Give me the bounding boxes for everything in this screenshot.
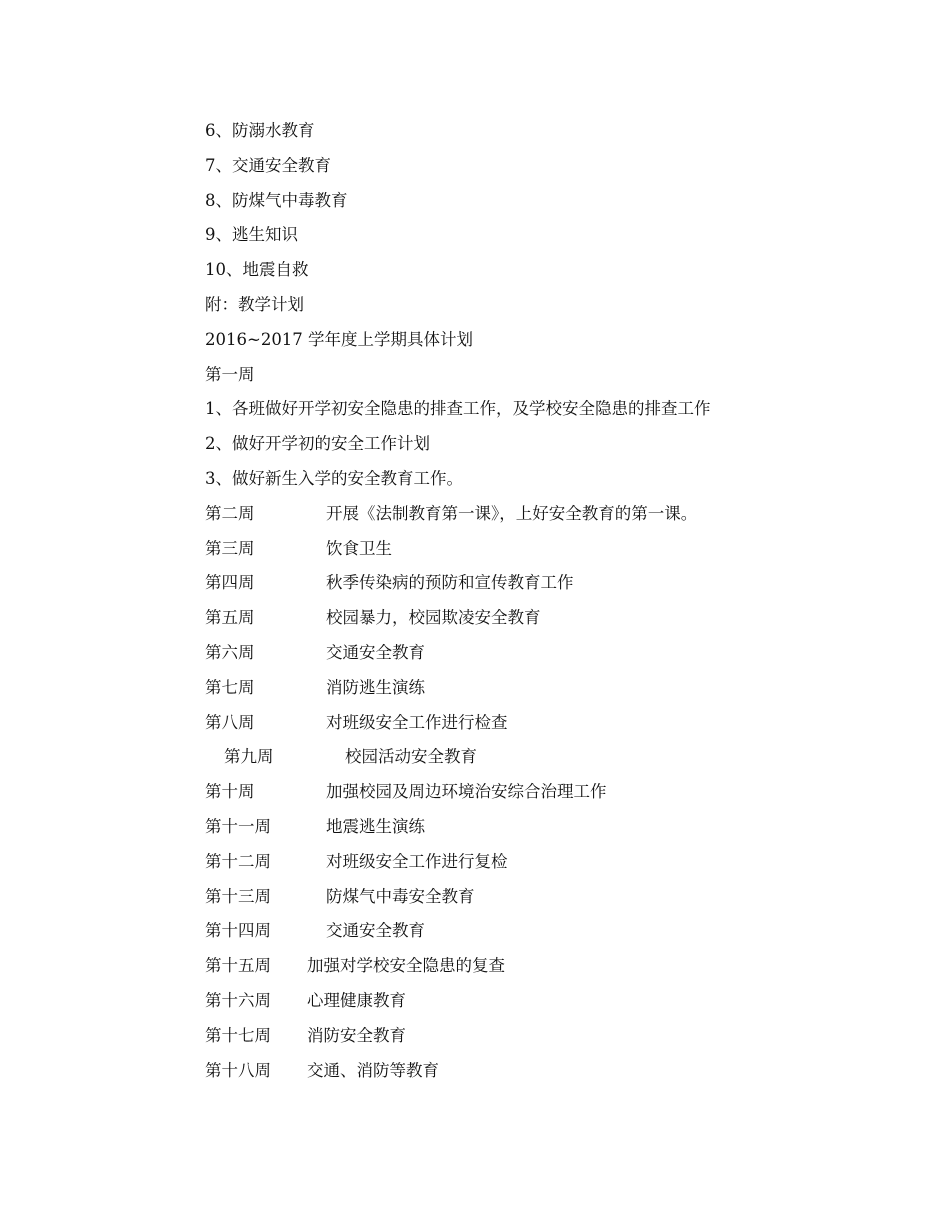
week-desc: 防煤气中毒安全教育 xyxy=(326,886,475,906)
week-row xyxy=(205,775,845,810)
week-desc: 加强校园及周边环境治安综合治理工作 xyxy=(326,782,607,802)
week-label: 第三周 xyxy=(205,538,255,558)
week-row xyxy=(205,532,845,567)
intro-item: 10、地震自救 xyxy=(205,260,309,280)
week-desc: 校园暴力，校园欺凌安全教育 xyxy=(326,608,541,628)
week-desc: 消防安全教育 xyxy=(307,1025,406,1045)
week-label: 第六周 xyxy=(205,642,255,662)
week-row xyxy=(205,497,845,532)
week-row xyxy=(205,706,845,741)
week-row xyxy=(205,880,845,915)
intro-item: 8、防煤气中毒教育 xyxy=(205,190,348,210)
week-label: 第十六周 xyxy=(205,990,271,1010)
week-desc: 心理健康教育 xyxy=(307,990,406,1010)
appendix-title: 附：教学计划 xyxy=(205,294,304,314)
week-label: 第二周 xyxy=(205,503,255,523)
week-desc: 对班级安全工作进行复检 xyxy=(326,851,508,871)
week-row xyxy=(205,636,845,671)
week-desc: 地震逃生演练 xyxy=(326,816,425,836)
week-label: 第十周 xyxy=(205,782,255,802)
week-desc: 校园活动安全教育 xyxy=(345,747,477,767)
week-label: 第九周 xyxy=(224,747,274,767)
week-label: 第十五周 xyxy=(205,956,271,976)
week-label: 第七周 xyxy=(205,677,255,697)
week-label: 第八周 xyxy=(205,712,255,732)
week-row xyxy=(205,1054,845,1089)
week-row xyxy=(205,984,845,1019)
week-row xyxy=(205,949,845,984)
week-row xyxy=(205,566,845,601)
intro-item: 6、防溺水教育 xyxy=(205,121,315,140)
week-desc: 加强对学校安全隐患的复查 xyxy=(307,956,505,976)
week-row xyxy=(205,914,845,949)
week-label: 第十八周 xyxy=(205,1060,271,1080)
week-row xyxy=(205,810,845,845)
week-label: 第十三周 xyxy=(205,886,271,906)
first-week-label: 第一周 xyxy=(205,364,255,384)
week-row xyxy=(205,601,845,636)
week-desc: 交通安全教育 xyxy=(326,921,425,941)
week-desc: 交通安全教育 xyxy=(326,642,425,662)
week-row xyxy=(205,740,845,775)
first-week-task: 1、各班做好开学初安全隐患的排查工作，及学校安全隐患的排查工作 xyxy=(205,399,711,419)
week-row xyxy=(205,671,845,706)
week-desc: 开展《法制教育第一课》，上好安全教育的第一课。 xyxy=(326,503,698,523)
week-desc: 交通、消防等教育 xyxy=(307,1060,439,1080)
plan-title: 2016~2017 学年度上学期具体计划 xyxy=(205,329,474,349)
week-row xyxy=(205,845,845,880)
week-label: 第四周 xyxy=(205,573,255,593)
first-week-task: 2、做好开学初的安全工作计划 xyxy=(205,434,430,454)
week-desc: 对班级安全工作进行检查 xyxy=(326,712,508,732)
week-label: 第十四周 xyxy=(205,921,271,941)
week-label: 第十一周 xyxy=(205,816,271,836)
week-desc: 消防逃生演练 xyxy=(326,677,425,697)
document-body xyxy=(205,114,845,1088)
week-label: 第十二周 xyxy=(205,851,271,871)
week-desc: 秋季传染病的预防和宣传教育工作 xyxy=(326,573,574,593)
week-desc: 饮食卫生 xyxy=(326,538,392,558)
week-row xyxy=(205,1019,845,1054)
first-week-task: 3、做好新生入学的安全教育工作。 xyxy=(205,468,463,488)
intro-item: 9、逃生知识 xyxy=(205,225,298,245)
week-label: 第十七周 xyxy=(205,1025,271,1045)
intro-item: 7、交通安全教育 xyxy=(205,155,331,175)
week-label: 第五周 xyxy=(205,608,255,628)
